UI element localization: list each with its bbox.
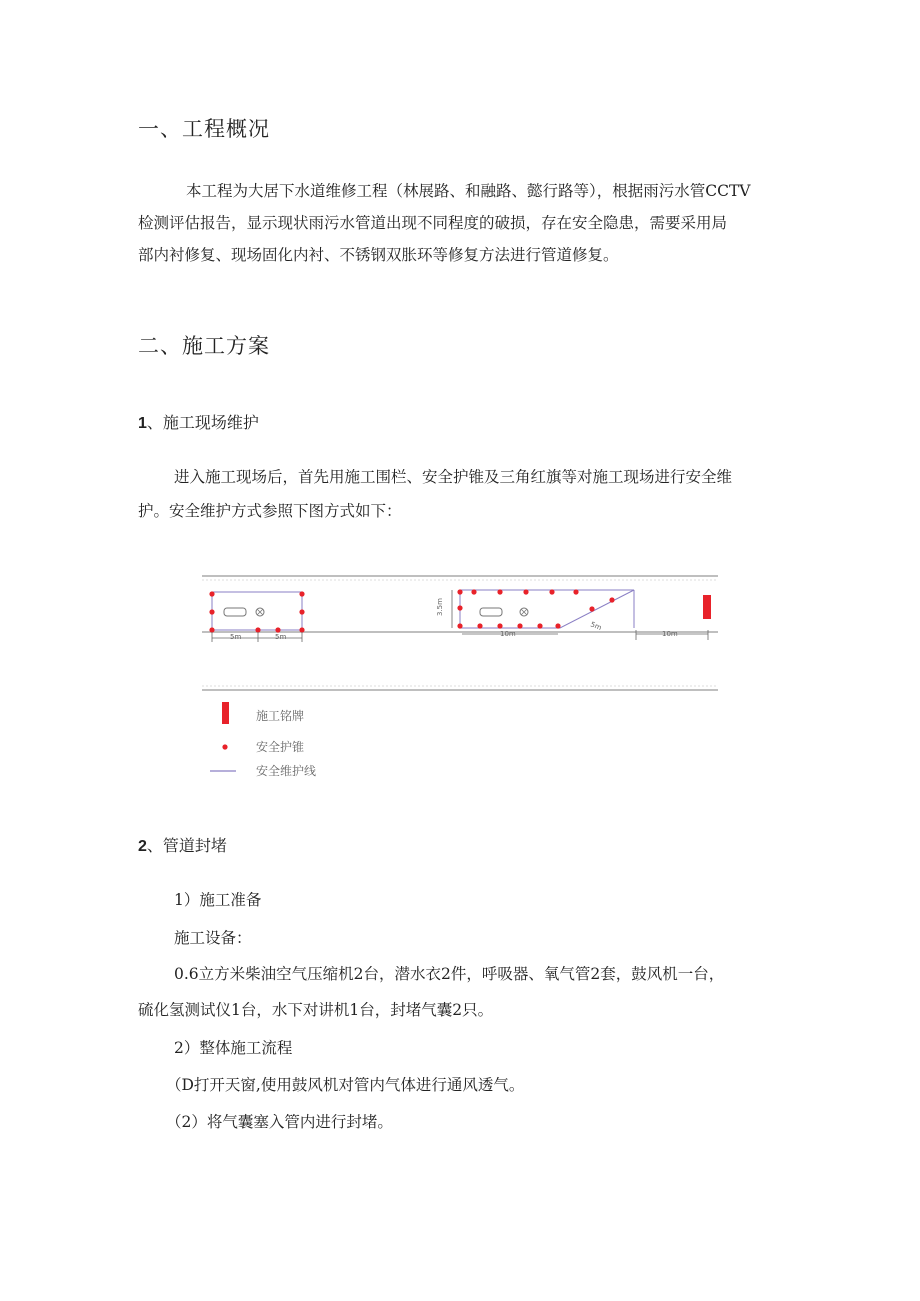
subheading-number: 1 [138, 415, 147, 432]
legend-sign-symbol [222, 702, 229, 724]
cone-icon [209, 591, 214, 596]
overview-paragraph [138, 175, 788, 271]
cone-icon [299, 591, 304, 596]
subheading-site-maintenance [138, 410, 259, 433]
cone-icon [209, 627, 214, 632]
dimension-label: 5m [589, 620, 603, 633]
cone-icon [609, 597, 614, 602]
subheading-number: 2 [138, 838, 147, 855]
legend-label-cone: 安全护锥 [256, 740, 305, 754]
cone-icon [477, 623, 482, 628]
paragraph-line: 进入施工现场后，首先用施工围栏、安全护锥及三角红旗等对施工现场进行安全维 [174, 468, 733, 486]
cone-icon [457, 589, 462, 594]
cone-icon [517, 623, 522, 628]
cone-icon [471, 589, 476, 594]
legend-cone-symbol [222, 744, 227, 749]
paragraph-line: 部内衬修复、现场固化内衬、不锈钢双胀环等修复方法进行管道修复。 [138, 246, 619, 264]
equipment-label: 施工设备： [174, 929, 252, 947]
site-maintenance-paragraph [138, 460, 788, 528]
cone-icon [555, 623, 560, 628]
step-flow: 2）整体施工流程 [174, 1039, 293, 1057]
equipment-line: 硫化氢测试仪1台，水下对讲机1台，封堵气囊2只。 [138, 1001, 494, 1019]
dimension-label: 10m [500, 630, 516, 638]
vehicle-icon [480, 608, 502, 616]
paragraph-line: 护。安全维护方式参照下图方式如下： [138, 502, 402, 520]
cone-icon [299, 627, 304, 632]
construction-sign [703, 595, 711, 619]
flow-item: （2）将气囊塞入管内进行封堵。 [166, 1113, 393, 1131]
paragraph-line: 检测评估报告，显示现状雨污水管道出现不同程度的破损，存在安全隐患，需要采用局 [138, 214, 728, 232]
vehicle-icon [224, 608, 246, 616]
paragraph-line: 本工程为大居下水道维修工程（林展路、和融路、懿行路等），根据雨污水管CCTV [186, 182, 751, 200]
cone-icon [457, 623, 462, 628]
subheading-pipe-plugging [138, 833, 227, 856]
dimension-label: 3.5m [436, 598, 444, 616]
cone-icon [497, 589, 502, 594]
cone-icon [573, 589, 578, 594]
dimension-label: 10m [662, 630, 678, 638]
cone-icon [537, 623, 542, 628]
section-heading-plan: 二、施工方案 [138, 334, 270, 358]
cone-icon [275, 627, 280, 632]
legend-label-line: 安全维护线 [256, 764, 317, 778]
cone-icon [255, 627, 260, 632]
cone-icon [457, 605, 462, 610]
section-heading-overview: 一、工程概况 [138, 117, 270, 141]
equipment-line: 0.6立方米柴油空气压缩机2台，潜水衣2件，呼吸器、氧气管2套，鼓风机一台， [174, 965, 725, 983]
dimension-label: 5m [275, 633, 287, 641]
cone-icon [497, 623, 502, 628]
subheading-title: 、管道封堵 [146, 836, 227, 855]
legend-label-sign: 施工铭牌 [256, 709, 305, 723]
safety-line-zone1 [212, 592, 302, 630]
cone-icon [523, 589, 528, 594]
safety-layout-diagram [200, 568, 720, 783]
flow-item: （D打开天窗,使用鼓风机对管内气体进行通风透气。 [166, 1076, 525, 1094]
subheading-title: 、施工现场维护 [146, 413, 259, 432]
cone-icon [549, 589, 554, 594]
dimension-label: 5m [230, 633, 242, 641]
cone-icon [589, 606, 594, 611]
step-prep: 1）施工准备 [174, 891, 262, 909]
cone-icon [299, 609, 304, 614]
safety-line-zone2 [460, 590, 634, 628]
cone-icon [209, 609, 214, 614]
